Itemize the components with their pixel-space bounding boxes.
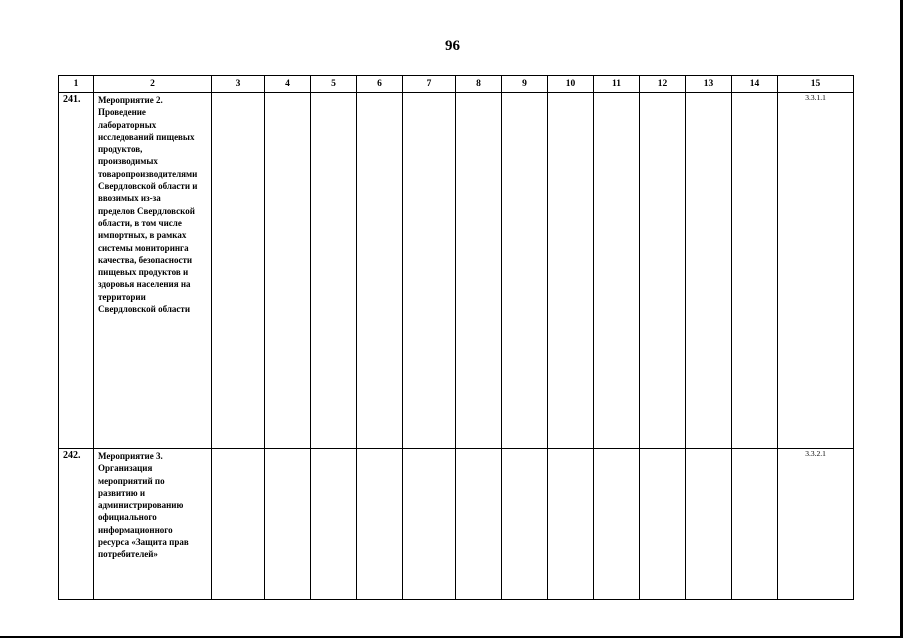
empty-cell	[732, 449, 778, 600]
header-cell: 8	[456, 76, 502, 93]
description-line: системы мониторинга	[98, 242, 189, 253]
header-cell: 7	[403, 76, 456, 93]
empty-cell	[403, 93, 456, 449]
description-line: потребителей»	[98, 549, 158, 560]
page-number: 96	[445, 38, 460, 54]
description-line: ресурса «Защита прав	[98, 537, 189, 548]
main-table	[58, 75, 854, 600]
description-line: мероприятий по	[98, 475, 165, 486]
page-frame-bottom	[0, 636, 903, 638]
description-line: администрированию	[98, 500, 184, 511]
description-line: Мероприятие 2.	[98, 95, 163, 105]
header-cell: 15	[778, 76, 854, 93]
description-line: развитию и	[98, 487, 146, 498]
description-line: производимых	[98, 156, 158, 167]
header-cell: 9	[502, 76, 548, 93]
event-description	[94, 449, 212, 600]
description-line: Свердловской области	[98, 304, 191, 315]
header-cell: 3	[212, 76, 265, 93]
description-line: информационного	[98, 524, 173, 535]
empty-cell	[265, 93, 311, 449]
empty-cell	[502, 449, 548, 600]
empty-cell	[594, 449, 640, 600]
description-line: продуктов,	[98, 144, 143, 155]
empty-cell	[212, 93, 265, 449]
header-cell: 5	[311, 76, 357, 93]
description-line: Организация	[98, 463, 153, 474]
empty-cell	[456, 449, 502, 600]
empty-cell	[548, 93, 594, 449]
empty-cell	[311, 449, 357, 600]
header-cell: 1	[59, 76, 94, 93]
description-line: качества, безопасности	[98, 254, 193, 265]
empty-cell	[311, 93, 357, 449]
table-row	[59, 449, 854, 600]
header-cell: 13	[686, 76, 732, 93]
description-line: пищевых продуктов и	[98, 267, 189, 278]
description-line: официального	[98, 512, 157, 523]
header-cell: 14	[732, 76, 778, 93]
empty-cell	[357, 93, 403, 449]
header-row	[59, 76, 854, 93]
description-line: товаропроизводителями	[98, 168, 198, 179]
empty-cell	[594, 93, 640, 449]
description-line: здоровья населения на	[98, 279, 191, 290]
empty-cell	[686, 449, 732, 600]
empty-cell	[265, 449, 311, 600]
table-row	[59, 93, 854, 449]
header-cell: 6	[357, 76, 403, 93]
header-cell: 11	[594, 76, 640, 93]
header-cell: 10	[548, 76, 594, 93]
description-line: Свердловской области и	[98, 181, 198, 192]
row-number: 242.	[59, 449, 94, 600]
empty-cell	[212, 449, 265, 600]
description-line: лабораторных	[98, 119, 157, 130]
empty-cell	[456, 93, 502, 449]
description-line: исследований пищевых	[98, 131, 195, 142]
empty-cell	[502, 93, 548, 449]
description-line: территории	[98, 291, 146, 302]
empty-cell	[640, 93, 686, 449]
event-description	[94, 93, 212, 449]
empty-cell	[686, 93, 732, 449]
empty-cell	[403, 449, 456, 600]
header-cell: 2	[94, 76, 212, 93]
description-line: Проведение	[98, 107, 146, 118]
description-line: импортных, в рамках	[98, 230, 187, 241]
description-line: ввозимых из-за	[98, 193, 161, 204]
description-line: Мероприятие 3.	[98, 451, 163, 461]
empty-cell	[357, 449, 403, 600]
target-code: 3.3.1.1	[778, 93, 854, 449]
row-number: 241.	[59, 93, 94, 449]
empty-cell	[548, 449, 594, 600]
empty-cell	[732, 93, 778, 449]
target-code: 3.3.2.1	[778, 449, 854, 600]
page-frame-right	[900, 0, 903, 638]
description-line: пределов Свердловской	[98, 205, 195, 216]
empty-cell	[640, 449, 686, 600]
description-line: области, в том числе	[98, 217, 182, 228]
header-cell: 12	[640, 76, 686, 93]
header-cell: 4	[265, 76, 311, 93]
